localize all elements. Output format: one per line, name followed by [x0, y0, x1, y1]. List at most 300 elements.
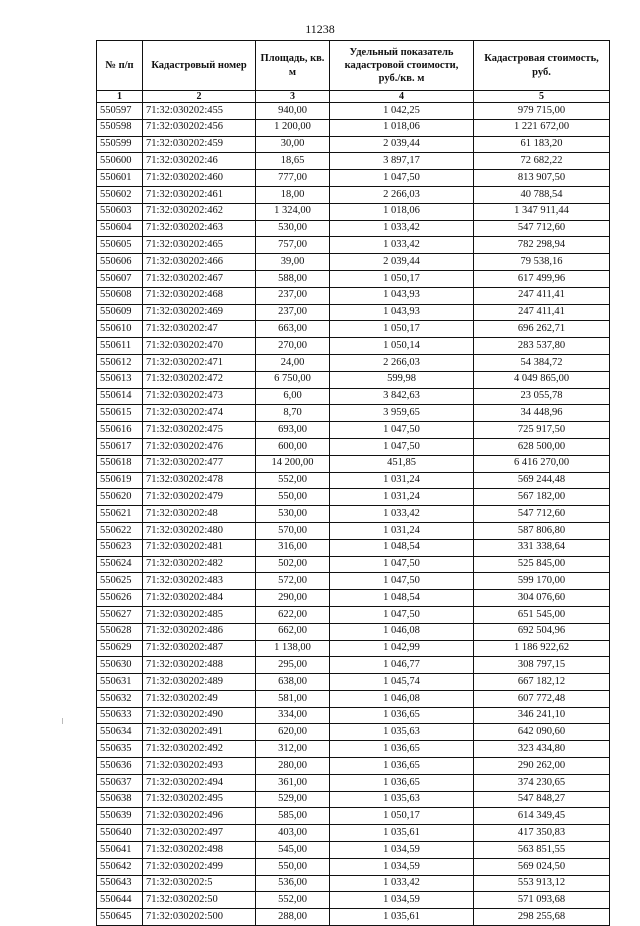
row-index-cell: 550607: [97, 270, 143, 287]
row-index-cell: 550616: [97, 422, 143, 439]
cadastral-value-cell: 54 384,72: [474, 354, 610, 371]
table-row: [97, 287, 610, 304]
cadastral-value-cell: 567 182,00: [474, 489, 610, 506]
header-index: № п/п: [97, 41, 143, 91]
cadastral-value-cell: 1 186 922,62: [474, 640, 610, 657]
area-cell: 18,65: [256, 153, 330, 170]
row-index-cell: 550639: [97, 808, 143, 825]
cadastral-value-cell: 331 338,64: [474, 539, 610, 556]
table-row: [97, 606, 610, 623]
cadastral-number-cell: 71:32:030202:490: [143, 707, 256, 724]
area-cell: 693,00: [256, 422, 330, 439]
cadastral-value-cell: 79 538,16: [474, 254, 610, 271]
table-body: [97, 103, 610, 926]
cadastral-number-cell: 71:32:030202:477: [143, 455, 256, 472]
specific-value-cell: 1 047,50: [330, 573, 474, 590]
row-index-cell: 550633: [97, 707, 143, 724]
cadastral-number-cell: 71:32:030202:50: [143, 892, 256, 909]
cadastral-number-cell: 71:32:030202:468: [143, 287, 256, 304]
specific-value-cell: 1 018,06: [330, 203, 474, 220]
row-index-cell: 550630: [97, 657, 143, 674]
table-row: [97, 640, 610, 657]
area-cell: 940,00: [256, 103, 330, 120]
area-cell: 502,00: [256, 556, 330, 573]
table-row: [97, 388, 610, 405]
specific-value-cell: 1 034,59: [330, 842, 474, 859]
cadastral-number-cell: 71:32:030202:496: [143, 808, 256, 825]
row-index-cell: 550618: [97, 455, 143, 472]
specific-value-cell: 1 033,42: [330, 237, 474, 254]
table-row: [97, 203, 610, 220]
area-cell: 550,00: [256, 489, 330, 506]
column-number: 4: [330, 91, 474, 103]
table-row: [97, 657, 610, 674]
specific-value-cell: 1 036,65: [330, 707, 474, 724]
area-cell: 588,00: [256, 270, 330, 287]
row-index-cell: 550604: [97, 220, 143, 237]
table-row: [97, 489, 610, 506]
cadastral-value-cell: 547 712,60: [474, 506, 610, 523]
area-cell: 280,00: [256, 758, 330, 775]
table-row: [97, 422, 610, 439]
row-index-cell: 550602: [97, 186, 143, 203]
cadastral-number-cell: 71:32:030202:467: [143, 270, 256, 287]
table-row: [97, 825, 610, 842]
cadastral-value-cell: 571 093,68: [474, 892, 610, 909]
row-index-cell: 550635: [97, 741, 143, 758]
cadastral-value-cell: 23 055,78: [474, 388, 610, 405]
specific-value-cell: 1 031,24: [330, 522, 474, 539]
cadastral-value-cell: 617 499,96: [474, 270, 610, 287]
cadastral-number-cell: 71:32:030202:482: [143, 556, 256, 573]
specific-value-cell: 1 050,17: [330, 270, 474, 287]
row-index-cell: 550636: [97, 758, 143, 775]
specific-value-cell: 1 035,61: [330, 909, 474, 926]
cadastral-number-cell: 71:32:030202:470: [143, 338, 256, 355]
cadastral-number-cell: 71:32:030202:472: [143, 371, 256, 388]
header-cadastral-value: Кадастровая стоимость, руб.: [474, 41, 610, 91]
cadastral-value-cell: 692 504,96: [474, 623, 610, 640]
row-index-cell: 550621: [97, 506, 143, 523]
cadastral-number-cell: 71:32:030202:486: [143, 623, 256, 640]
area-cell: 18,00: [256, 186, 330, 203]
cadastral-value-cell: 374 230,65: [474, 774, 610, 791]
area-cell: 638,00: [256, 674, 330, 691]
cadastral-value-cell: 599 170,00: [474, 573, 610, 590]
specific-value-cell: 1 047,50: [330, 556, 474, 573]
area-cell: 552,00: [256, 472, 330, 489]
cadastral-number-cell: 71:32:030202:481: [143, 539, 256, 556]
cadastral-number-cell: 71:32:030202:498: [143, 842, 256, 859]
row-index-cell: 550632: [97, 690, 143, 707]
column-number: 5: [474, 91, 610, 103]
specific-value-cell: 1 034,59: [330, 892, 474, 909]
row-index-cell: 550642: [97, 858, 143, 875]
column-number: 1: [97, 91, 143, 103]
area-cell: 312,00: [256, 741, 330, 758]
cadastral-value-cell: 628 500,00: [474, 438, 610, 455]
specific-value-cell: 1 036,65: [330, 774, 474, 791]
table-row: [97, 472, 610, 489]
table-row: [97, 103, 610, 120]
table-row: [97, 438, 610, 455]
table-row: [97, 808, 610, 825]
area-cell: 295,00: [256, 657, 330, 674]
cadastral-number-cell: 71:32:030202:463: [143, 220, 256, 237]
row-index-cell: 550624: [97, 556, 143, 573]
cadastral-number-cell: 71:32:030202:497: [143, 825, 256, 842]
area-cell: 39,00: [256, 254, 330, 271]
area-cell: 581,00: [256, 690, 330, 707]
cadastral-number-cell: 71:32:030202:455: [143, 103, 256, 120]
row-index-cell: 550643: [97, 875, 143, 892]
row-index-cell: 550644: [97, 892, 143, 909]
area-cell: 14 200,00: [256, 455, 330, 472]
specific-value-cell: 1 043,93: [330, 287, 474, 304]
cadastral-number-cell: 71:32:030202:478: [143, 472, 256, 489]
cadastral-value-cell: 667 182,12: [474, 674, 610, 691]
area-cell: 662,00: [256, 623, 330, 640]
header-specific-value: Удельный показатель кадастровой стоимости, руб./кв. м: [330, 41, 474, 91]
row-index-cell: 550610: [97, 321, 143, 338]
margin-mark: [62, 718, 63, 724]
specific-value-cell: 1 042,99: [330, 640, 474, 657]
cadastral-value-cell: 587 806,80: [474, 522, 610, 539]
cadastral-number-cell: 71:32:030202:479: [143, 489, 256, 506]
row-index-cell: 550628: [97, 623, 143, 640]
row-index-cell: 550637: [97, 774, 143, 791]
row-index-cell: 550601: [97, 170, 143, 187]
cadastral-number-cell: 71:32:030202:48: [143, 506, 256, 523]
table-row: [97, 741, 610, 758]
row-index-cell: 550599: [97, 136, 143, 153]
row-index-cell: 550615: [97, 405, 143, 422]
area-cell: 757,00: [256, 237, 330, 254]
header-cadastral-number: Кадастровый номер: [143, 41, 256, 91]
specific-value-cell: 3 897,17: [330, 153, 474, 170]
column-number-row: [97, 91, 610, 103]
specific-value-cell: 451,85: [330, 455, 474, 472]
area-cell: 530,00: [256, 506, 330, 523]
row-index-cell: 550627: [97, 606, 143, 623]
specific-value-cell: 1 048,54: [330, 590, 474, 607]
table-row: [97, 892, 610, 909]
area-cell: 570,00: [256, 522, 330, 539]
area-cell: 1 324,00: [256, 203, 330, 220]
cadastral-number-cell: 71:32:030202:46: [143, 153, 256, 170]
cadastral-value-cell: 417 350,83: [474, 825, 610, 842]
area-cell: 550,00: [256, 858, 330, 875]
cadastral-number-cell: 71:32:030202:461: [143, 186, 256, 203]
specific-value-cell: 1 042,25: [330, 103, 474, 120]
area-cell: 30,00: [256, 136, 330, 153]
column-number: 2: [143, 91, 256, 103]
area-cell: 361,00: [256, 774, 330, 791]
header-row: [97, 41, 610, 91]
table-row: [97, 909, 610, 926]
cadastral-table-container: [96, 40, 610, 926]
specific-value-cell: 2 266,03: [330, 354, 474, 371]
specific-value-cell: 1 031,24: [330, 472, 474, 489]
specific-value-cell: 1 045,74: [330, 674, 474, 691]
cadastral-value-cell: 1 347 911,44: [474, 203, 610, 220]
cadastral-number-cell: 71:32:030202:5: [143, 875, 256, 892]
cadastral-value-cell: 642 090,60: [474, 724, 610, 741]
row-index-cell: 550629: [97, 640, 143, 657]
cadastral-number-cell: 71:32:030202:49: [143, 690, 256, 707]
cadastral-number-cell: 71:32:030202:500: [143, 909, 256, 926]
specific-value-cell: 1 033,42: [330, 875, 474, 892]
specific-value-cell: 1 033,42: [330, 506, 474, 523]
table-row: [97, 522, 610, 539]
cadastral-value-cell: 304 076,60: [474, 590, 610, 607]
specific-value-cell: 1 031,24: [330, 489, 474, 506]
cadastral-value-cell: 290 262,00: [474, 758, 610, 775]
cadastral-number-cell: 71:32:030202:493: [143, 758, 256, 775]
area-cell: 536,00: [256, 875, 330, 892]
row-index-cell: 550608: [97, 287, 143, 304]
specific-value-cell: 3 959,65: [330, 405, 474, 422]
cadastral-value-cell: 696 262,71: [474, 321, 610, 338]
table-head: [97, 41, 610, 103]
row-index-cell: 550641: [97, 842, 143, 859]
cadastral-value-cell: 547 848,27: [474, 791, 610, 808]
table-row: [97, 724, 610, 741]
column-number: 3: [256, 91, 330, 103]
cadastral-number-cell: 71:32:030202:47: [143, 321, 256, 338]
row-index-cell: 550609: [97, 304, 143, 321]
area-cell: 6,00: [256, 388, 330, 405]
area-cell: 777,00: [256, 170, 330, 187]
specific-value-cell: 1 034,59: [330, 858, 474, 875]
cadastral-number-cell: 71:32:030202:465: [143, 237, 256, 254]
cadastral-number-cell: 71:32:030202:484: [143, 590, 256, 607]
cadastral-value-cell: 323 434,80: [474, 741, 610, 758]
table-row: [97, 153, 610, 170]
row-index-cell: 550603: [97, 203, 143, 220]
cadastral-number-cell: 71:32:030202:489: [143, 674, 256, 691]
row-index-cell: 550622: [97, 522, 143, 539]
cadastral-number-cell: 71:32:030202:469: [143, 304, 256, 321]
cadastral-value-cell: 1 221 672,00: [474, 119, 610, 136]
specific-value-cell: 1 046,77: [330, 657, 474, 674]
cadastral-value-cell: 553 913,12: [474, 875, 610, 892]
cadastral-value-cell: 283 537,80: [474, 338, 610, 355]
row-index-cell: 550619: [97, 472, 143, 489]
area-cell: 529,00: [256, 791, 330, 808]
row-index-cell: 550606: [97, 254, 143, 271]
area-cell: 6 750,00: [256, 371, 330, 388]
area-cell: 545,00: [256, 842, 330, 859]
specific-value-cell: 1 048,54: [330, 539, 474, 556]
table-row: [97, 455, 610, 472]
cadastral-value-cell: 298 255,68: [474, 909, 610, 926]
cadastral-number-cell: 71:32:030202:485: [143, 606, 256, 623]
row-index-cell: 550623: [97, 539, 143, 556]
row-index-cell: 550600: [97, 153, 143, 170]
table-row: [97, 186, 610, 203]
cadastral-value-cell: 34 448,96: [474, 405, 610, 422]
specific-value-cell: 1 046,08: [330, 623, 474, 640]
cadastral-value-cell: 782 298,94: [474, 237, 610, 254]
specific-value-cell: 2 266,03: [330, 186, 474, 203]
cadastral-number-cell: 71:32:030202:460: [143, 170, 256, 187]
cadastral-value-cell: 247 411,41: [474, 304, 610, 321]
row-index-cell: 550617: [97, 438, 143, 455]
row-index-cell: 550614: [97, 388, 143, 405]
cadastral-value-cell: 979 715,00: [474, 103, 610, 120]
specific-value-cell: 2 039,44: [330, 136, 474, 153]
cadastral-number-cell: 71:32:030202:488: [143, 657, 256, 674]
table-row: [97, 573, 610, 590]
cadastral-number-cell: 71:32:030202:466: [143, 254, 256, 271]
cadastral-value-cell: 607 772,48: [474, 690, 610, 707]
specific-value-cell: 1 047,50: [330, 422, 474, 439]
cadastral-table: [96, 40, 610, 926]
cadastral-number-cell: 71:32:030202:483: [143, 573, 256, 590]
row-index-cell: 550598: [97, 119, 143, 136]
table-row: [97, 270, 610, 287]
table-row: [97, 170, 610, 187]
table-row: [97, 405, 610, 422]
table-row: [97, 371, 610, 388]
cadastral-value-cell: 725 917,50: [474, 422, 610, 439]
table-row: [97, 556, 610, 573]
specific-value-cell: 1 047,50: [330, 438, 474, 455]
cadastral-value-cell: 308 797,15: [474, 657, 610, 674]
table-row: [97, 338, 610, 355]
table-row: [97, 254, 610, 271]
specific-value-cell: 1 043,93: [330, 304, 474, 321]
area-cell: 552,00: [256, 892, 330, 909]
specific-value-cell: 1 050,17: [330, 808, 474, 825]
table-row: [97, 875, 610, 892]
specific-value-cell: 1 035,61: [330, 825, 474, 842]
table-row: [97, 354, 610, 371]
cadastral-value-cell: 569 024,50: [474, 858, 610, 875]
cadastral-value-cell: 4 049 865,00: [474, 371, 610, 388]
area-cell: 8,70: [256, 405, 330, 422]
header-area: Площадь, кв. м: [256, 41, 330, 91]
row-index-cell: 550611: [97, 338, 143, 355]
cadastral-value-cell: 569 244,48: [474, 472, 610, 489]
table-row: [97, 237, 610, 254]
row-index-cell: 550631: [97, 674, 143, 691]
specific-value-cell: 1 036,65: [330, 758, 474, 775]
row-index-cell: 550597: [97, 103, 143, 120]
specific-value-cell: 1 047,50: [330, 170, 474, 187]
cadastral-value-cell: 563 851,55: [474, 842, 610, 859]
row-index-cell: 550620: [97, 489, 143, 506]
area-cell: 403,00: [256, 825, 330, 842]
table-row: [97, 791, 610, 808]
table-row: [97, 690, 610, 707]
table-row: [97, 707, 610, 724]
area-cell: 585,00: [256, 808, 330, 825]
cadastral-value-cell: 247 411,41: [474, 287, 610, 304]
cadastral-value-cell: 651 545,00: [474, 606, 610, 623]
cadastral-value-cell: 547 712,60: [474, 220, 610, 237]
cadastral-number-cell: 71:32:030202:491: [143, 724, 256, 741]
cadastral-number-cell: 71:32:030202:480: [143, 522, 256, 539]
table-row: [97, 506, 610, 523]
area-cell: 572,00: [256, 573, 330, 590]
specific-value-cell: 1 033,42: [330, 220, 474, 237]
cadastral-value-cell: 525 845,00: [474, 556, 610, 573]
area-cell: 237,00: [256, 287, 330, 304]
table-row: [97, 774, 610, 791]
cadastral-value-cell: 40 788,54: [474, 186, 610, 203]
row-index-cell: 550645: [97, 909, 143, 926]
cadastral-value-cell: 6 416 270,00: [474, 455, 610, 472]
specific-value-cell: 1 050,17: [330, 321, 474, 338]
area-cell: 600,00: [256, 438, 330, 455]
table-row: [97, 758, 610, 775]
area-cell: 290,00: [256, 590, 330, 607]
row-index-cell: 550612: [97, 354, 143, 371]
area-cell: 1 138,00: [256, 640, 330, 657]
cadastral-number-cell: 71:32:030202:487: [143, 640, 256, 657]
cadastral-value-cell: 346 241,10: [474, 707, 610, 724]
specific-value-cell: 1 050,14: [330, 338, 474, 355]
table-row: [97, 220, 610, 237]
table-row: [97, 539, 610, 556]
specific-value-cell: 2 039,44: [330, 254, 474, 271]
cadastral-number-cell: 71:32:030202:494: [143, 774, 256, 791]
specific-value-cell: 1 035,63: [330, 724, 474, 741]
row-index-cell: 550625: [97, 573, 143, 590]
specific-value-cell: 1 046,08: [330, 690, 474, 707]
cadastral-number-cell: 71:32:030202:492: [143, 741, 256, 758]
cadastral-number-cell: 71:32:030202:456: [143, 119, 256, 136]
cadastral-number-cell: 71:32:030202:471: [143, 354, 256, 371]
area-cell: 1 200,00: [256, 119, 330, 136]
specific-value-cell: 3 842,63: [330, 388, 474, 405]
table-row: [97, 590, 610, 607]
table-row: [97, 136, 610, 153]
area-cell: 530,00: [256, 220, 330, 237]
row-index-cell: 550640: [97, 825, 143, 842]
cadastral-number-cell: 71:32:030202:499: [143, 858, 256, 875]
cadastral-value-cell: 61 183,20: [474, 136, 610, 153]
area-cell: 24,00: [256, 354, 330, 371]
row-index-cell: 550626: [97, 590, 143, 607]
cadastral-number-cell: 71:32:030202:476: [143, 438, 256, 455]
area-cell: 270,00: [256, 338, 330, 355]
table-row: [97, 623, 610, 640]
cadastral-value-cell: 72 682,22: [474, 153, 610, 170]
table-row: [97, 674, 610, 691]
cadastral-number-cell: 71:32:030202:459: [143, 136, 256, 153]
area-cell: 288,00: [256, 909, 330, 926]
cadastral-number-cell: 71:32:030202:495: [143, 791, 256, 808]
table-row: [97, 321, 610, 338]
cadastral-value-cell: 813 907,50: [474, 170, 610, 187]
area-cell: 663,00: [256, 321, 330, 338]
cadastral-number-cell: 71:32:030202:474: [143, 405, 256, 422]
row-index-cell: 550613: [97, 371, 143, 388]
specific-value-cell: 1 036,65: [330, 741, 474, 758]
area-cell: 620,00: [256, 724, 330, 741]
area-cell: 237,00: [256, 304, 330, 321]
cadastral-number-cell: 71:32:030202:473: [143, 388, 256, 405]
row-index-cell: 550605: [97, 237, 143, 254]
row-index-cell: 550638: [97, 791, 143, 808]
area-cell: 316,00: [256, 539, 330, 556]
page-number: 11238: [305, 22, 335, 36]
table-row: [97, 842, 610, 859]
specific-value-cell: 1 047,50: [330, 606, 474, 623]
